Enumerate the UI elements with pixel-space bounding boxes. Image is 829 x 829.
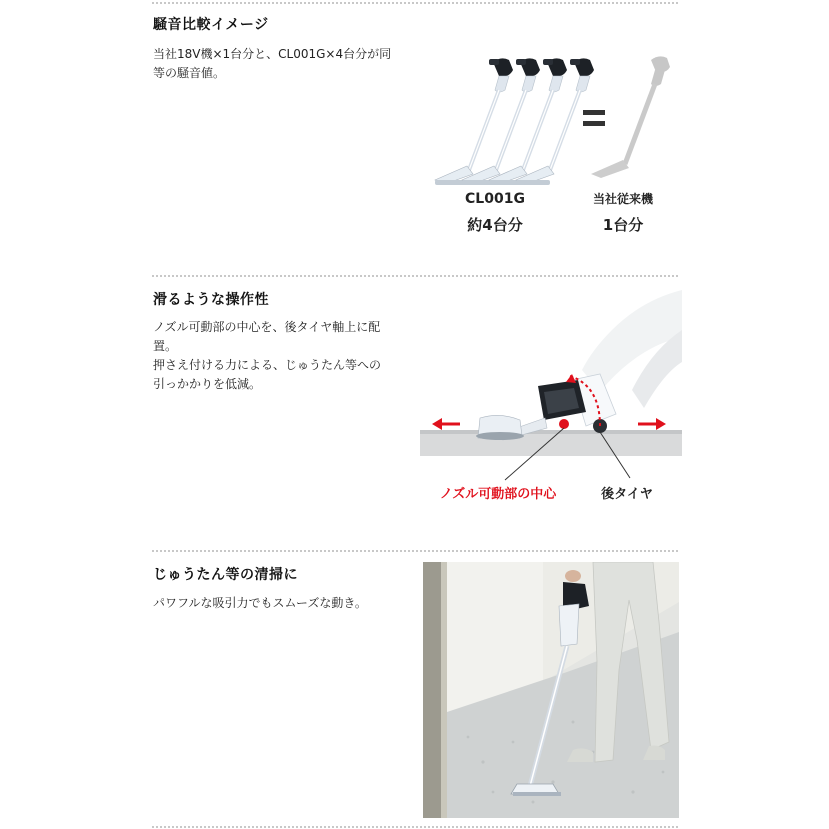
text-line: ノズル可動部の中心を、後タイヤ軸上に配 <box>153 320 381 334</box>
section-text-carpet <box>153 594 367 613</box>
label-cl001g: CL001G <box>465 191 525 207</box>
noise-comparison-figure <box>425 40 685 240</box>
text-line: 押さえ付ける力による、じゅうたん等への <box>153 358 382 372</box>
text-line: 引っかかりを低減。 <box>153 377 262 391</box>
divider-1 <box>152 275 678 277</box>
text-line: パワフルな吸引力でもスムーズな動き。 <box>153 596 367 610</box>
text-line: 等の騒音値。 <box>153 66 226 80</box>
nozzle-operation-figure <box>420 290 682 520</box>
label-nozzle-pivot-center: ノズル可動部の中心 <box>439 487 557 502</box>
label-rear-wheel: 後タイヤ <box>601 487 653 502</box>
section-text-noise <box>153 45 391 83</box>
divider-2 <box>152 550 678 552</box>
conventional-vacuum-silhouette <box>591 56 670 178</box>
section-title-noise: 騒音比較イメージ <box>153 17 269 33</box>
carpet-cleaning-photo <box>423 562 679 818</box>
section-title-operation: 滑るような操作性 <box>153 292 269 308</box>
divider-bottom <box>152 826 678 828</box>
text-line: 置。 <box>153 339 178 353</box>
right-arrow-icon <box>638 418 666 430</box>
left-arrow-icon <box>432 418 460 430</box>
label-approx-4: 約4台分 <box>467 216 523 234</box>
section-text-operation <box>153 318 381 394</box>
label-conventional: 当社従来機 <box>592 192 654 206</box>
pivot-center-dot <box>559 419 569 429</box>
section-title-carpet: じゅうたん等の清掃に <box>153 567 298 583</box>
text-line: 当社18V機×1台分と、CL001G×4台分が同 <box>153 47 392 61</box>
divider-top <box>152 2 678 4</box>
label-1-unit: 1台分 <box>602 216 644 234</box>
